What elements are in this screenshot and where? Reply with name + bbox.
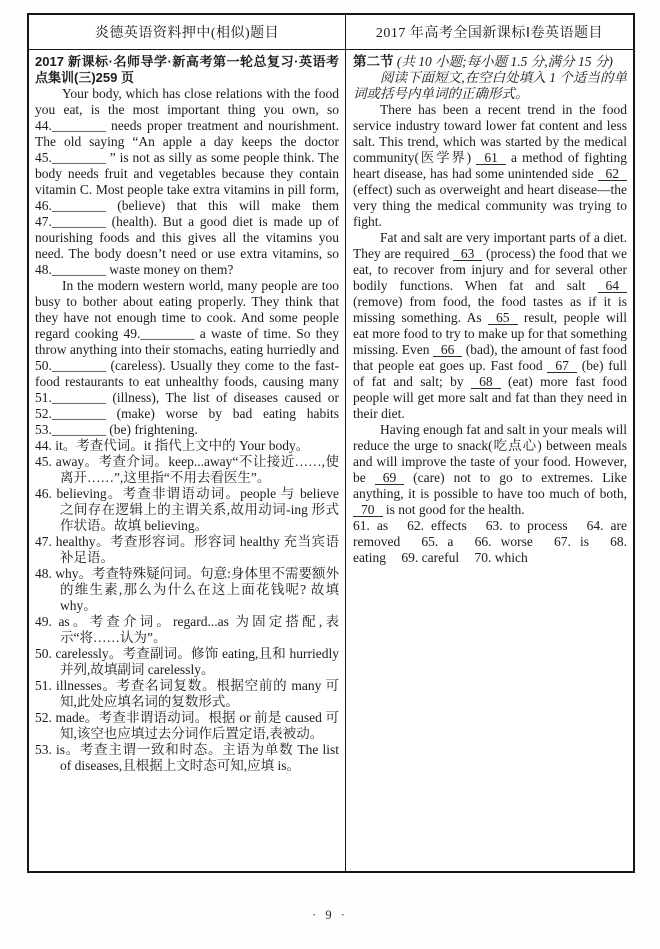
cloze-paragraph: There has been a recent trend in the food service industry toward lower fat content and less salt. This trend, which was started by the medical community(医学界) 61 a method of fighting heart disease, has had some unintended side 62 (effect) such as overweight and heart disease—the very thing the medical community was trying to fight. xyxy=(353,102,627,229)
fill-blank-63: 63 xyxy=(453,247,483,261)
answer-item: 50. carelessly。考查副词。修饰 eating,且和 hurriedly 并列,故填副词 carelessly。 xyxy=(35,646,339,677)
answer-key-item: 63. to process xyxy=(485,518,568,533)
answer-item: 51. illnesses。考查名词复数。根据空前的 many 可知,此处应填名词的复数形式。 xyxy=(35,678,339,709)
section-instructions: 阅读下面短文,在空白处填入 1 个适当的单词或括号内单词的正确形式。 xyxy=(353,70,627,101)
answer-explanations-list xyxy=(35,438,339,774)
cloze-paragraph: Fat and salt are very important parts of a diet. They are required 63 (process) the food that we eat, to recover from injury and for several other bodily functions. When fat and salt 64 (remove) from food, the food tastes as if it is missing something. As 65 result, people will eat more food to try to make up for that something missing. Even 66 (bad), the amount of fast food that people eat goes up. Fast food 67 (be) full of fat and salt; by 68 (eat) more fast food people will get more salt and fat than they need in their diet. xyxy=(353,230,628,421)
answer-item: 52. made。考查非谓语动词。根据 or 前是 caused 可知,该空也应填过去分词作后置定语,表被动。 xyxy=(35,710,339,741)
table-header-row xyxy=(29,15,633,50)
answer-key-line xyxy=(353,518,627,566)
fill-blank-68: 68 xyxy=(471,375,501,389)
table-body-row xyxy=(29,50,633,872)
section-heading xyxy=(353,54,627,70)
header-cell-left-title: 炎德英语资料押中(相似)题目 xyxy=(29,15,346,49)
answer-key-item: 62. effects xyxy=(407,518,467,533)
section-score-info: (共 10 小题;每小题 1.5 分,满分 15 分) xyxy=(396,54,613,69)
answer-key-item: 68. eating xyxy=(353,534,628,565)
right-column-exam-questions xyxy=(346,50,633,872)
answer-key-item: 65. a xyxy=(421,534,454,549)
answer-key-item: 64. are removed xyxy=(353,518,628,549)
page-number: · 9 · xyxy=(312,908,348,922)
answer-key-item: 61. as xyxy=(353,518,389,533)
answer-key-item: 67. is xyxy=(553,534,590,549)
fill-blank-61: 61 xyxy=(476,151,506,165)
comparison-table xyxy=(27,13,635,873)
answer-item: 45. away。考查介词。keep...away“不让接近……,使离开……”,这里指“不用去看医生”。 xyxy=(35,454,339,485)
source-title: 2017 新课标·名师导学·新高考第一轮总复习·英语考点集训(三)259 页 xyxy=(35,54,339,85)
answer-key-item: 69. careful xyxy=(401,550,460,565)
fill-blank-70: 70 xyxy=(353,503,383,517)
passage-paragraph: Your body, which has close relations with the food you eat, is the most important thing you own, so 44.________ needs proper treatment and nourishment. The old saying “An apple a day keeps the doctor 45.________ ” is not as silly as some people think. The body needs fruit and vegetables because they contain vitamin C. Most people take extra vitamins in pill form, 46.________ (believe) that this will make them 47.________ (health). But a good diet is made up of nourishing foods and this gives all the vitamins you need. The body doesn’t need or use extra vitamins, so 48.________ waste money on them? xyxy=(35,86,339,277)
fill-blank-62: 62 xyxy=(598,167,628,181)
passage-paragraph: In the modern western world, many people are too busy to bother about eating properly. They think that they have not enough time to cook. And some people regard cooking 49.________ a waste of time. So they throw anything into their stomachs, eating hurriedly and 50.________ (careless). Usually they come to the fast-food restaurants to eat unhealthy foods, causing many 51.________ (illness), The list of diseases caused or 52.________ (make) worse by bad eating habits 53.________ (be) frightening. xyxy=(35,278,339,437)
answer-item: 47. healthy。考查形容词。形容词 healthy 充当宾语补足语。 xyxy=(35,534,339,565)
fill-blank-66: 66 xyxy=(433,343,463,357)
answer-item: 46. believing。考查非谓语动词。people 与 believe 之间存在逻辑上的主谓关系,故用动词-ing 形式作状语。故填 believing。 xyxy=(35,486,339,533)
fill-blank-67: 67 xyxy=(547,359,577,373)
header-cell-right-title: 2017 年高考全国新课标Ⅰ卷英语题目 xyxy=(375,26,604,41)
fill-blank-69: 69 xyxy=(375,471,405,485)
section-label: 第二节 xyxy=(353,54,394,69)
cloze-paragraph: Having enough fat and salt in your meals will reduce the urge to snack(吃点心) between meals and will improve the taste of your food. However, be 69 (care) not to go to extremes. Like anything, it is possible to have too much of both, 70 is not good for the health. xyxy=(353,422,627,517)
left-column-review-material xyxy=(29,50,346,872)
fill-blank-65: 65 xyxy=(488,311,518,325)
answer-key-item: 70. which xyxy=(474,550,528,565)
answer-item: 53. is。考查主谓一致和时态。主语为单数 The list of diseases,且根据上文时态可知,应填 is。 xyxy=(35,742,339,773)
answer-item: 44. it。考查代词。it 指代上文中的 Your body。 xyxy=(35,438,310,453)
answer-item: 48. why。考查特殊疑问词。句意:身体里不需要额外的维生素,那么为什么在这上面花钱呢? 故填 why。 xyxy=(35,566,339,613)
fill-blank-64: 64 xyxy=(598,279,628,293)
answer-key-item: 66. worse xyxy=(474,534,533,549)
answer-item: 49. as。考查介词。regard...as 为固定搭配,表示“将……认为”。 xyxy=(35,614,339,645)
